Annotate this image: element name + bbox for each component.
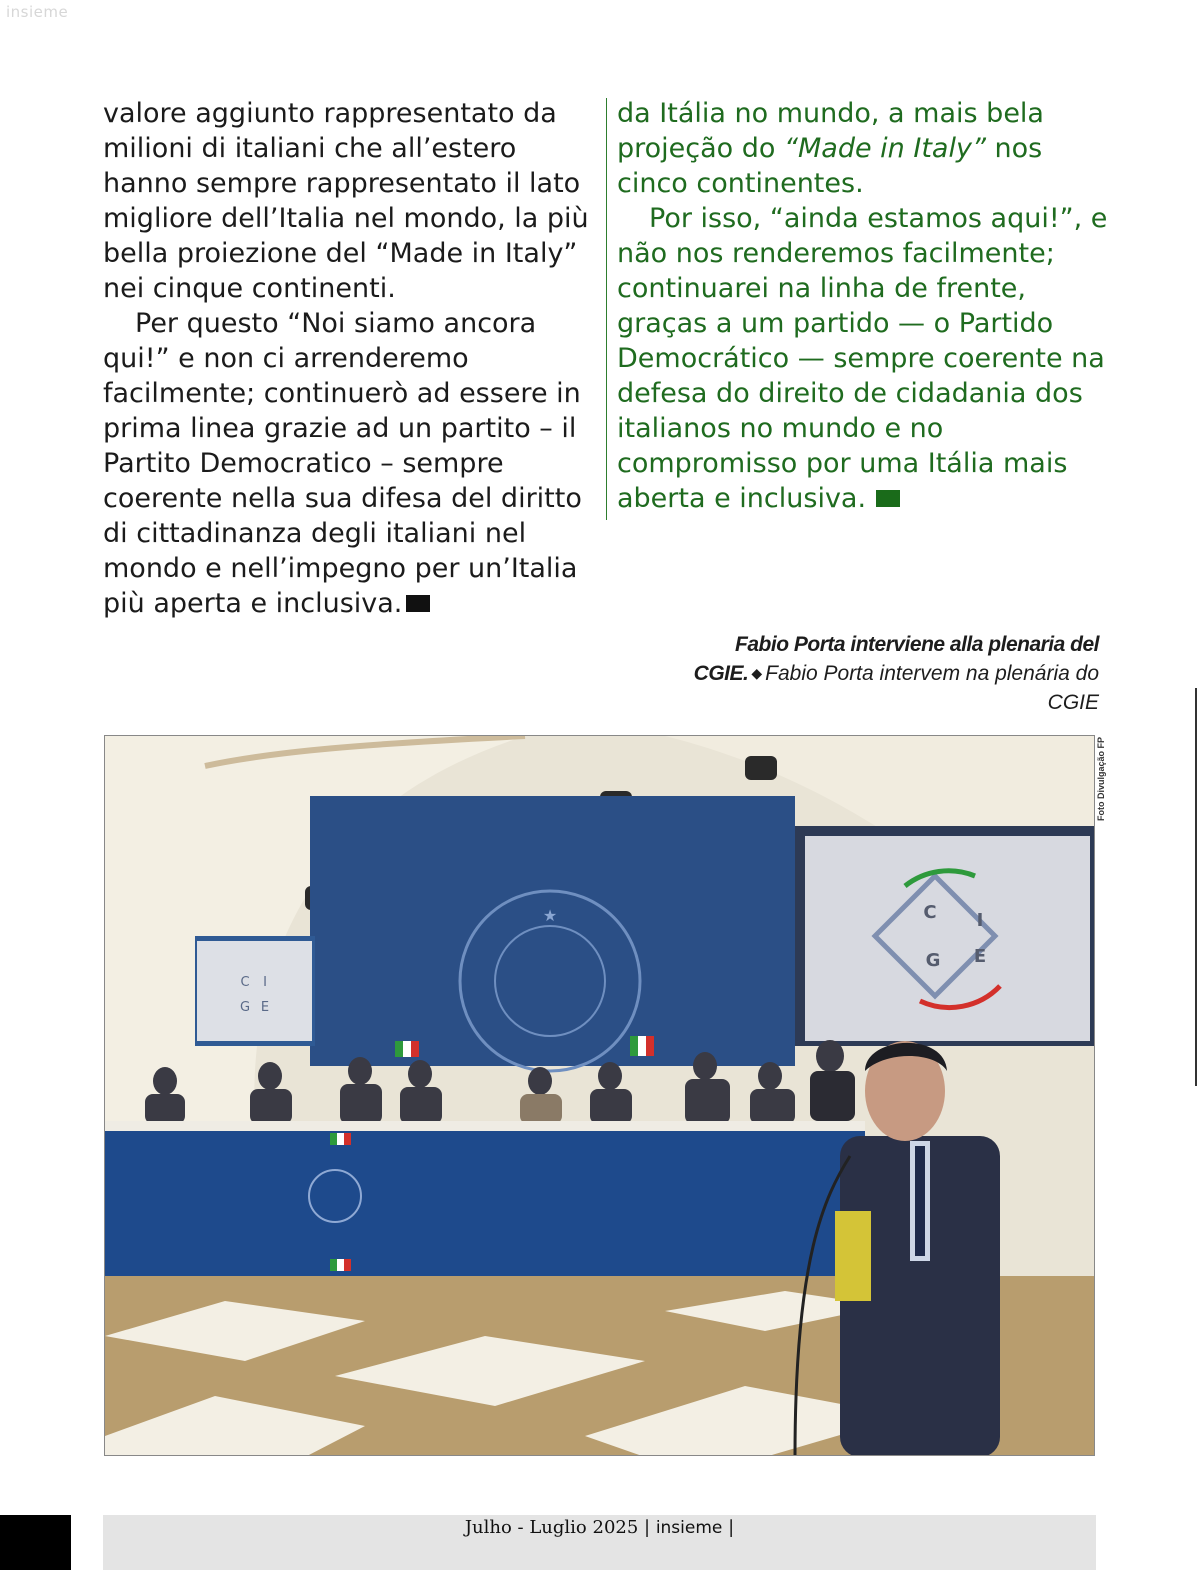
logo-letter: G	[239, 1000, 251, 1015]
footer-issue: Julho - Luglio 2025 |	[464, 1517, 656, 1538]
table-front	[105, 1131, 865, 1281]
footer-brand: insieme	[655, 1518, 723, 1538]
logo-letter: E	[260, 1000, 270, 1015]
logo-letter: C	[240, 975, 250, 990]
portuguese-paragraph-2	[617, 201, 1117, 516]
italian-paragraph-2	[103, 306, 603, 621]
logo-letter: G	[925, 950, 941, 971]
side-screen-left	[197, 941, 312, 1041]
event-photo	[104, 735, 1095, 1456]
stage-backdrop	[310, 796, 795, 1066]
logo-letter: I	[976, 910, 984, 931]
column-divider	[606, 98, 607, 520]
page-edge-line	[1195, 688, 1197, 1086]
logo-letter: I	[263, 975, 267, 990]
italian-paragraph-1: valore aggiunto rappresentato da milioni di italiani che all’estero hanno sempre rappresentato il lato migliore dell’Italia nel mondo, la più bella proiezione del “Made in Italy” nei cinque continenti.	[103, 98, 589, 304]
seal-lettering: ★	[542, 906, 558, 925]
portuguese-paragraph-2-text: Por isso, “ainda estamos aqui!”, e não nos renderemos facilmente; continuarei na linha de frente, graças a um partido — o Partido Democrático — sempre coerente na defesa do direito de cidadania dos italianos no mundo e no compromisso por uma Itália mais aberta e inclusiva.	[617, 203, 1108, 514]
italian-paragraph-2-text: Per questo “Noi siamo ancora qui!” e non ci arrenderemo facilmente; continuerò ad essere in prima linea grazie ad un partito – il Partito Democratico – sempre coerente nella sua difesa del diritto di cittadinanza degli italiani nel mondo e nell’impegno per un’Italia più aperta e inclusiva.	[103, 308, 582, 619]
caption-separator-icon: ◆	[751, 665, 763, 681]
photo-credit: Foto Divulgação FP	[1096, 736, 1106, 821]
speaker-tie	[915, 1146, 925, 1256]
portuguese-column	[617, 96, 1117, 516]
footer-black-block	[0, 1515, 71, 1570]
spotlight-icon	[745, 756, 777, 780]
side-screen-right	[805, 836, 1090, 1041]
held-book	[835, 1211, 871, 1301]
made-in-italy-emphasis: “Made in Italy”	[784, 133, 986, 164]
portuguese-paragraph-1-start: da Itália no mundo, a mais bela projeção do	[617, 98, 1044, 164]
footer-separator: |	[722, 1517, 735, 1538]
page-footer	[103, 1515, 1096, 1570]
italian-column	[103, 96, 603, 621]
end-of-article-mark	[406, 595, 430, 612]
magazine-watermark: insieme	[6, 3, 69, 21]
portuguese-paragraph-1-end: nos cinco continentes.	[617, 133, 1043, 199]
logo-letter: E	[973, 946, 987, 967]
caption-italian: Fabio Porta interviene alla plenaria del CGIE.	[693, 633, 1099, 685]
plenary-scene-illustration	[105, 736, 1095, 1456]
logo-letter: C	[923, 902, 937, 923]
caption-portuguese: Fabio Porta intervem na plenária do CGIE	[765, 662, 1099, 714]
photo-caption	[679, 630, 1099, 717]
portuguese-paragraph-1	[617, 96, 1117, 201]
end-of-article-mark-green	[876, 490, 900, 507]
